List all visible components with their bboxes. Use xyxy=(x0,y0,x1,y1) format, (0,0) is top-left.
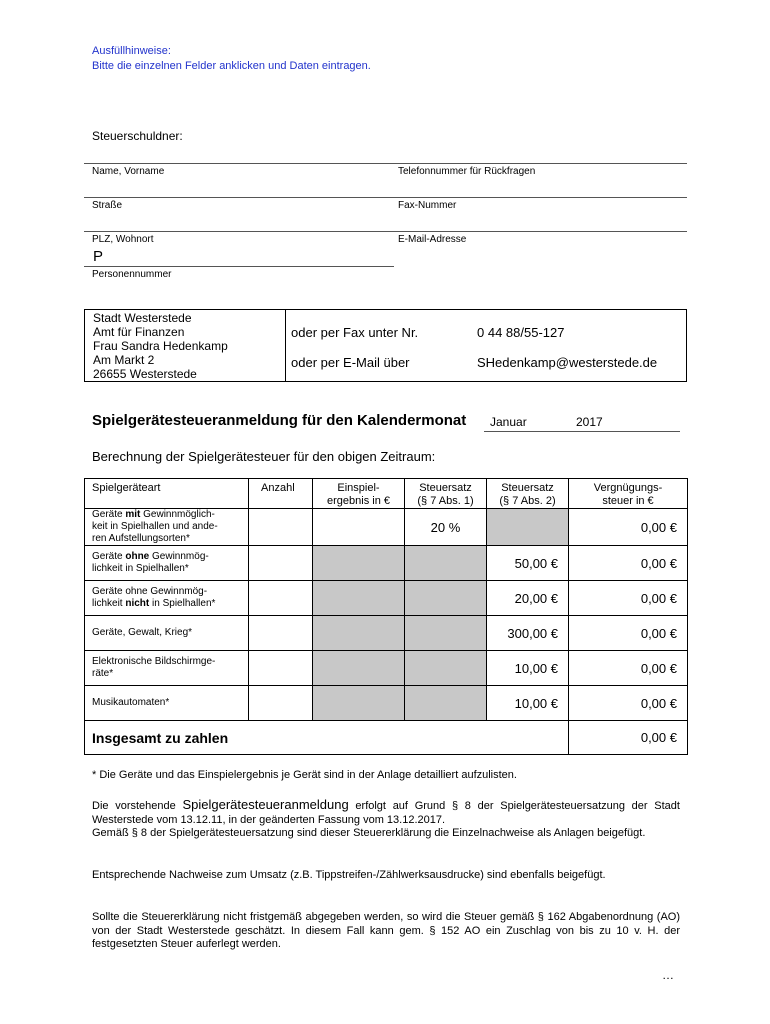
name-field[interactable]: Name, Vorname xyxy=(92,166,165,177)
month-field[interactable]: Januar xyxy=(490,415,527,429)
city-field[interactable]: PLZ, Wohnort xyxy=(92,234,154,245)
email-address[interactable]: SHedenkamp@westerstede.de xyxy=(477,355,658,370)
table-row xyxy=(85,616,688,651)
rate2-cell: 20,00 € xyxy=(487,581,569,616)
rate1-cell: 20 % xyxy=(405,509,487,546)
tax-table xyxy=(84,478,688,755)
fax-field[interactable]: Fax-Nummer xyxy=(398,200,457,211)
fill-hints xyxy=(92,44,371,74)
divider xyxy=(84,163,687,164)
hints-title: Ausfüllhinweise: xyxy=(92,45,171,57)
phone-field[interactable]: Telefonnummer für Rückfragen xyxy=(398,166,536,177)
result-input xyxy=(313,581,405,616)
tax-amount: 0,00 € xyxy=(569,651,688,686)
recipient-box xyxy=(84,309,687,382)
tax-amount: 0,00 € xyxy=(569,546,688,581)
count-input[interactable] xyxy=(249,651,313,686)
device-type-label: Geräte ohne Gewinnmög- lichkeit nicht in Spielhallen* xyxy=(85,581,249,616)
fax-number: 0 44 88/55-127 xyxy=(477,325,565,340)
device-type-label: Geräte, Gewalt, Krieg* xyxy=(85,616,249,651)
table-row xyxy=(85,581,688,616)
header-count: Anzahl xyxy=(249,479,313,509)
device-type-label: Elektronische Bildschirmge- räte* xyxy=(85,651,249,686)
result-input[interactable] xyxy=(313,509,405,546)
divider xyxy=(484,431,680,432)
rate2-cell: 300,00 € xyxy=(487,616,569,651)
subtitle: Berechnung der Spielgerätesteuer für den obigen Zeitraum: xyxy=(92,449,436,464)
form-title: Spielgerätesteueranmeldung für den Kalendermonat xyxy=(92,412,467,429)
street-field[interactable]: Straße xyxy=(92,200,123,211)
tax-amount: 0,00 € xyxy=(569,686,688,721)
divider xyxy=(84,231,687,232)
address-line: Stadt Westerstede xyxy=(93,311,192,325)
rate2-cell: 50,00 € xyxy=(487,546,569,581)
count-input[interactable] xyxy=(249,686,313,721)
rate1-cell xyxy=(405,546,487,581)
paragraph-penalty: Sollte die Steuererklärung nicht fristgemäß abgegeben werden, so wird die Steuer gemäß § 162 Abgabenordnung (AO) von der Stadt Westerstede geschätzt. In diesem Fall kann gem. § 152 AO ein Zuschlag von bis zu 10 v. H. der festgesetzten Steuer auferlegt werden. xyxy=(92,911,680,950)
tax-amount: 0,00 € xyxy=(569,581,688,616)
footnote: * Die Geräte und das Einspielergebnis je Gerät sind in der Anlage detailliert aufzulisten. xyxy=(92,769,517,781)
total-value: 0,00 € xyxy=(569,721,688,755)
count-input[interactable] xyxy=(249,546,313,581)
rate1-cell xyxy=(405,686,487,721)
recipient-address xyxy=(85,310,286,381)
fax-text: oder per Fax unter Nr. xyxy=(291,325,419,340)
address-line: 26655 Westerstede xyxy=(93,367,197,381)
table-row xyxy=(85,651,688,686)
debtor-heading: Steuerschuldner: xyxy=(92,129,183,143)
person-number-value[interactable]: P xyxy=(93,248,104,265)
person-number-label: Personennummer xyxy=(92,269,172,280)
rate1-cell xyxy=(405,581,487,616)
continuation-marker: … xyxy=(662,968,675,982)
tax-amount: 0,00 € xyxy=(569,616,688,651)
header-type: Spielgeräteart xyxy=(85,479,249,509)
paragraph-proof: Entsprechende Nachweise zum Umsatz (z.B. Tippstreifen-/Zählwerksausdrucke) sind ebenfalls beigefügt. xyxy=(92,869,606,881)
email-field[interactable]: E-Mail-Adresse xyxy=(398,234,467,245)
total-label: Insgesamt zu zahlen xyxy=(85,721,569,755)
divider xyxy=(84,197,687,198)
rate2-cell: 10,00 € xyxy=(487,686,569,721)
p1-pre: Die vorstehende xyxy=(92,800,183,812)
result-input xyxy=(313,616,405,651)
count-input[interactable] xyxy=(249,616,313,651)
paragraph-legal-basis xyxy=(92,798,680,841)
email-text: oder per E-Mail über xyxy=(291,355,410,370)
p1-form-name: Spielgerätesteueranmeldung xyxy=(182,797,349,812)
p1-attachments: Gemäß § 8 der Spielgerätesteuersatzung sind dieser Steuererklärung die Einzelnachweise als Anlagen beigefügt. xyxy=(92,827,646,839)
result-input xyxy=(313,651,405,686)
device-type-label: Geräte ohne Gewinnmög- lichkeit in Spielhallen* xyxy=(85,546,249,581)
header-rate2: Steuersatz (§ 7 Abs. 2) xyxy=(487,479,569,509)
address-line: Frau Sandra Hedenkamp xyxy=(93,339,228,353)
header-rate1: Steuersatz (§ 7 Abs. 1) xyxy=(405,479,487,509)
tax-amount: 0,00 € xyxy=(569,509,688,546)
header-result: Einspiel- ergebnis in € xyxy=(313,479,405,509)
result-input xyxy=(313,546,405,581)
rate1-cell xyxy=(405,651,487,686)
year-field[interactable]: 2017 xyxy=(576,415,603,429)
table-row xyxy=(85,546,688,581)
device-type-label: Musikautomaten* xyxy=(85,686,249,721)
table-row xyxy=(85,509,688,546)
count-input[interactable] xyxy=(249,509,313,546)
address-line: Amt für Finanzen xyxy=(93,325,185,339)
rate2-cell: 10,00 € xyxy=(487,651,569,686)
address-line: Am Markt 2 xyxy=(93,353,155,367)
header-tax: Vergnügungs- steuer in € xyxy=(569,479,688,509)
result-input xyxy=(313,686,405,721)
device-type-label: Geräte mit Gewinnmöglich- keit in Spielhallen und ande- ren Aufstellungsorten* xyxy=(85,509,249,546)
rate2-cell xyxy=(487,509,569,546)
divider xyxy=(84,266,394,267)
p1-post: erfolgt auf Grund § 8 der Spielgerätesteuersatzung der Stadt Westerstede vom 13.12.11, in der geänderten Fassung vom 13.12.2017. xyxy=(92,800,680,826)
hints-text: Bitte die einzelnen Felder anklicken und Daten eintragen. xyxy=(92,60,371,72)
count-input[interactable] xyxy=(249,581,313,616)
rate1-cell xyxy=(405,616,487,651)
table-row xyxy=(85,686,688,721)
